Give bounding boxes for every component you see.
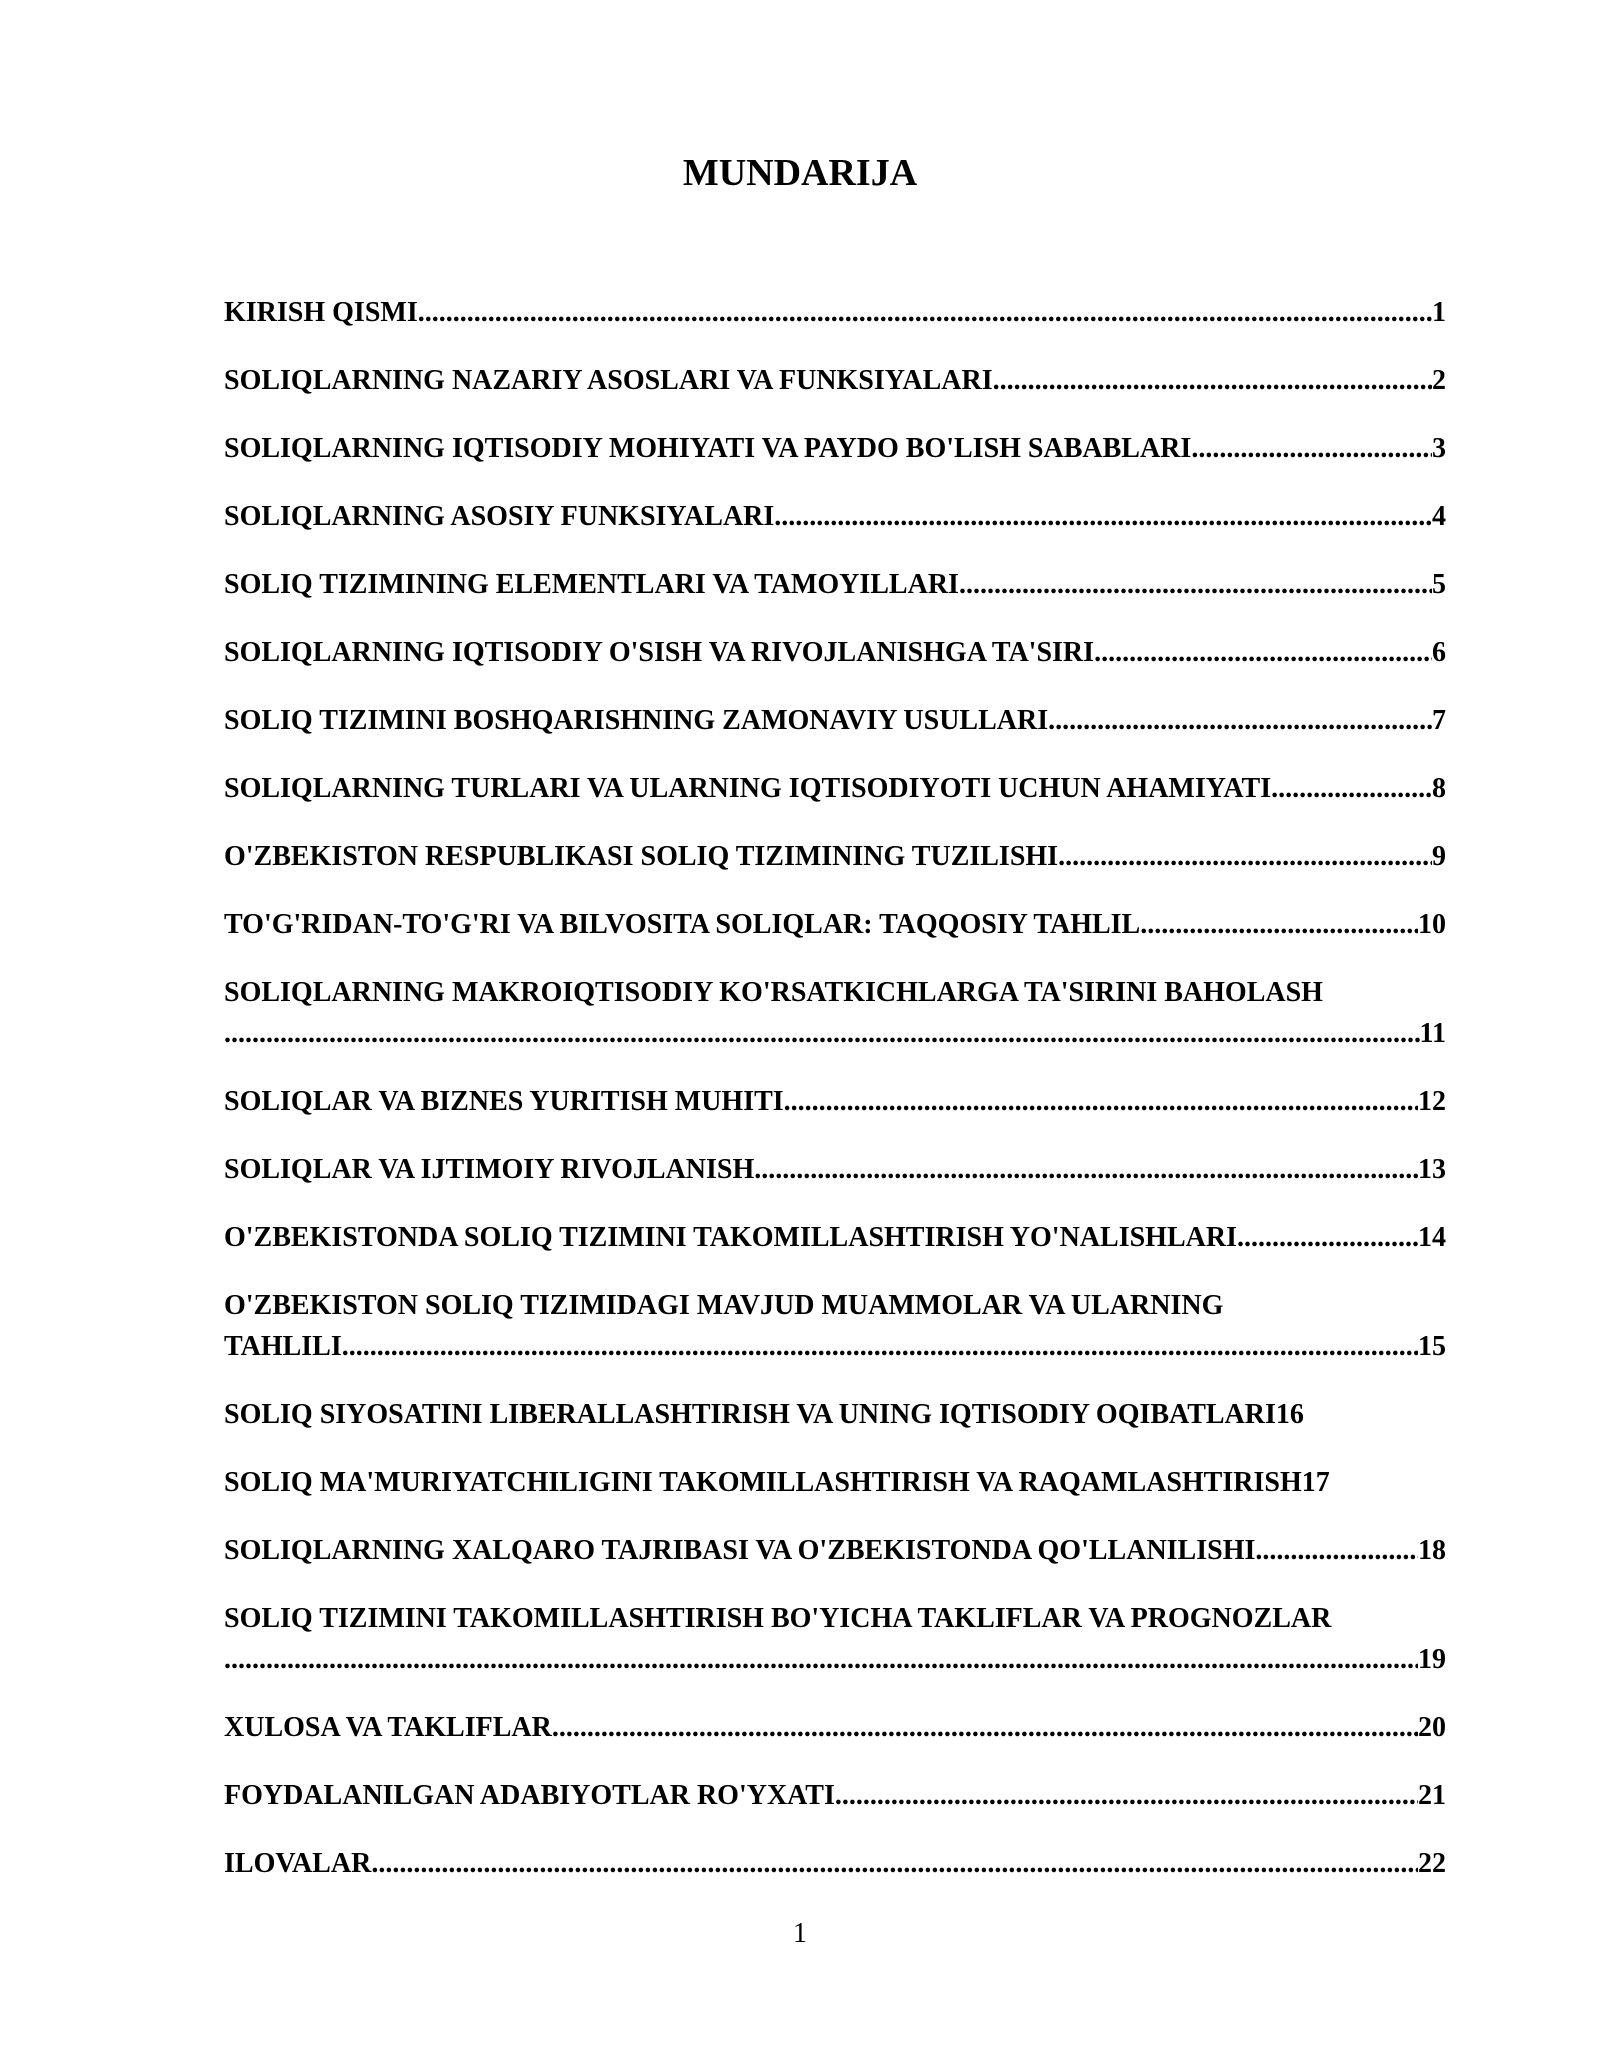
toc-dot-leader: [1237, 1217, 1418, 1258]
toc-entry-page: 3: [1432, 433, 1446, 464]
toc-entry[interactable]: [224, 1462, 1446, 1503]
toc-entry-page: 15: [1418, 1331, 1446, 1362]
toc-entry[interactable]: [224, 1149, 1446, 1190]
toc-entry-page: 9: [1432, 841, 1446, 872]
toc-entry-leader-line: [224, 1013, 1446, 1054]
toc-dot-leader: [552, 1707, 1418, 1748]
toc-entry-title: SOLIQLARNING IQTISODIY O'SISH VA RIVOJLANISHGA TA'SIRI: [224, 637, 1095, 668]
toc-entry[interactable]: [224, 1707, 1446, 1748]
toc-entry-title: ILOVALAR: [224, 1848, 372, 1879]
toc-entry-title: SOLIQLARNING TURLARI VA ULARNING IQTISODIYOTI UCHUN AHAMIYATI.: [224, 773, 1279, 804]
toc-entry-leader-line: [224, 1326, 1446, 1367]
toc-entry-title: SOLIQ MA'MURIYATCHILIGINI TAKOMILLASHTIRISH VA RAQAMLASHTIRISH: [224, 1467, 1302, 1498]
toc-entry-page: 10: [1418, 909, 1446, 940]
toc-entry-page: 18: [1418, 1535, 1446, 1566]
toc-dot-leader: [1140, 904, 1418, 945]
toc-entry-title-continued: TAHLILI: [224, 1331, 342, 1362]
toc-entry-title: SOLIQ TIZIMINI BOSHQARISHNING ZAMONAVIY USULLARI: [224, 705, 1049, 736]
toc-entry-title: SOLIQLARNING ASOSIY FUNKSIYALARI: [224, 501, 775, 532]
toc-entry-leader-line: [224, 1639, 1446, 1680]
toc-dot-leader: [224, 1639, 1418, 1680]
toc-dot-leader: [835, 1775, 1418, 1816]
toc-entry-title: SOLIQ TIZIMINI TAKOMILLASHTIRISH BO'YICHA TAKLIFLAR VA PROGNOZLAR: [224, 1603, 1332, 1634]
toc-entry-title: O'ZBEKISTONDA SOLIQ TIZIMINI TAKOMILLASHTIRISH YO'NALISHLARI: [224, 1222, 1237, 1253]
toc-dot-leader: [1191, 428, 1432, 469]
toc-entry[interactable]: [224, 1285, 1446, 1367]
toc-entry[interactable]: [224, 768, 1446, 809]
toc-entry[interactable]: [224, 1598, 1446, 1680]
toc-entry[interactable]: [224, 360, 1446, 401]
toc-entry-title: SOLIQLARNING XALQARO TAJRIBASI VA O'ZBEKISTONDA QO'LLANILISHI: [224, 1535, 1256, 1566]
toc-dot-leader: [371, 1843, 1418, 1884]
toc-heading: MUNDARIJA: [682, 152, 918, 194]
page-number: 1: [793, 1918, 807, 1949]
toc-entry[interactable]: [224, 836, 1446, 877]
toc-entry-page: 21: [1418, 1780, 1446, 1811]
toc-entry[interactable]: [224, 1081, 1446, 1122]
toc-entry-title: KIRISH QISMI: [224, 297, 418, 328]
toc-entry[interactable]: [224, 428, 1446, 469]
toc-entry-title: SOLIQ TIZIMINING ELEMENTLARI VA TAMOYILLARI: [224, 569, 959, 600]
toc-entry[interactable]: [224, 1843, 1446, 1884]
toc-entry-title: SOLIQLAR VA BIZNES YURITISH MUHITI: [224, 1086, 784, 1117]
toc-entry[interactable]: [224, 632, 1446, 673]
toc-dot-leader: [1058, 836, 1432, 877]
toc-entry[interactable]: [224, 700, 1446, 741]
toc-dot-leader: [418, 292, 1432, 333]
toc-entry[interactable]: [224, 1394, 1446, 1435]
toc-entry[interactable]: [224, 972, 1446, 1054]
toc-entry-title: SOLIQLARNING NAZARIY ASOSLARI VA FUNKSIYALARI: [224, 365, 993, 396]
toc-dot-leader: [774, 496, 1432, 537]
toc-entry[interactable]: [224, 496, 1446, 537]
toc-entry-title: SOLIQLARNING MAKROIQTISODIY KO'RSATKICHLARGA TA'SIRINI BAHOLASH: [224, 977, 1323, 1008]
toc-entry-page: 6: [1432, 637, 1446, 668]
toc-entry[interactable]: [224, 904, 1446, 945]
toc-entry[interactable]: [224, 292, 1446, 333]
toc-entry-page: 2: [1432, 365, 1446, 396]
toc-entry-page: 22: [1418, 1848, 1446, 1879]
toc-entry-page: 16: [1275, 1399, 1304, 1430]
toc-entry[interactable]: [224, 1530, 1446, 1571]
toc-entry-title: O'ZBEKISTON SOLIQ TIZIMIDAGI MAVJUD MUAMMOLAR VA ULARNING: [224, 1290, 1224, 1321]
toc-entry[interactable]: [224, 1775, 1446, 1816]
toc-entry-page: 19: [1418, 1644, 1446, 1675]
toc-entry-title: TO'G'RIDAN-TO'G'RI VA BILVOSITA SOLIQLAR: TAQQOSIY TAHLIL: [224, 909, 1141, 940]
toc-dot-leader: [959, 564, 1432, 605]
toc-dot-leader: [224, 1013, 1420, 1054]
toc-dot-leader: [1255, 1530, 1418, 1571]
toc-entry-page: 20: [1418, 1712, 1446, 1743]
toc-entry-page: 12: [1418, 1086, 1446, 1117]
toc-entry-page: 8: [1432, 773, 1446, 804]
toc-entry-page: 1: [1432, 297, 1446, 328]
toc-entry[interactable]: [224, 564, 1446, 605]
toc-entry-page: 17: [1301, 1467, 1330, 1498]
toc-entry-page: 11: [1419, 1018, 1446, 1049]
table-of-contents: [224, 292, 1446, 1911]
toc-dot-leader: [784, 1081, 1418, 1122]
toc-dot-leader: [1278, 768, 1432, 809]
toc-dot-leader: [1094, 632, 1432, 673]
toc-entry-page: 14: [1418, 1222, 1446, 1253]
toc-dot-leader: [1048, 700, 1432, 741]
toc-dot-leader: [993, 360, 1432, 401]
toc-entry-title: FOYDALANILGAN ADABIYOTLAR RO'YXATI: [224, 1780, 835, 1811]
toc-dot-leader: [754, 1149, 1418, 1190]
toc-entry-title: XULOSA VA TAKLIFLAR: [224, 1712, 552, 1743]
toc-entry[interactable]: [224, 1217, 1446, 1258]
toc-entry-page: 13: [1418, 1154, 1446, 1185]
toc-entry-page: 7: [1432, 705, 1446, 736]
toc-entry-title: SOLIQ SIYOSATINI LIBERALLASHTIRISH VA UNING IQTISODIY OQIBATLARI: [224, 1399, 1276, 1430]
toc-entry-title: SOLIQLARNING IQTISODIY MOHIYATI VA PAYDO BO'LISH SABABLARI: [224, 433, 1192, 464]
toc-entry-title: SOLIQLAR VA IJTIMOIY RIVOJLANISH: [224, 1154, 755, 1185]
toc-entry-page: 4: [1432, 501, 1446, 532]
toc-entry-page: 5: [1432, 569, 1446, 600]
toc-dot-leader: [342, 1326, 1418, 1367]
toc-entry-title: O'ZBEKISTON RESPUBLIKASI SOLIQ TIZIMINING TUZILISHI: [224, 841, 1059, 872]
